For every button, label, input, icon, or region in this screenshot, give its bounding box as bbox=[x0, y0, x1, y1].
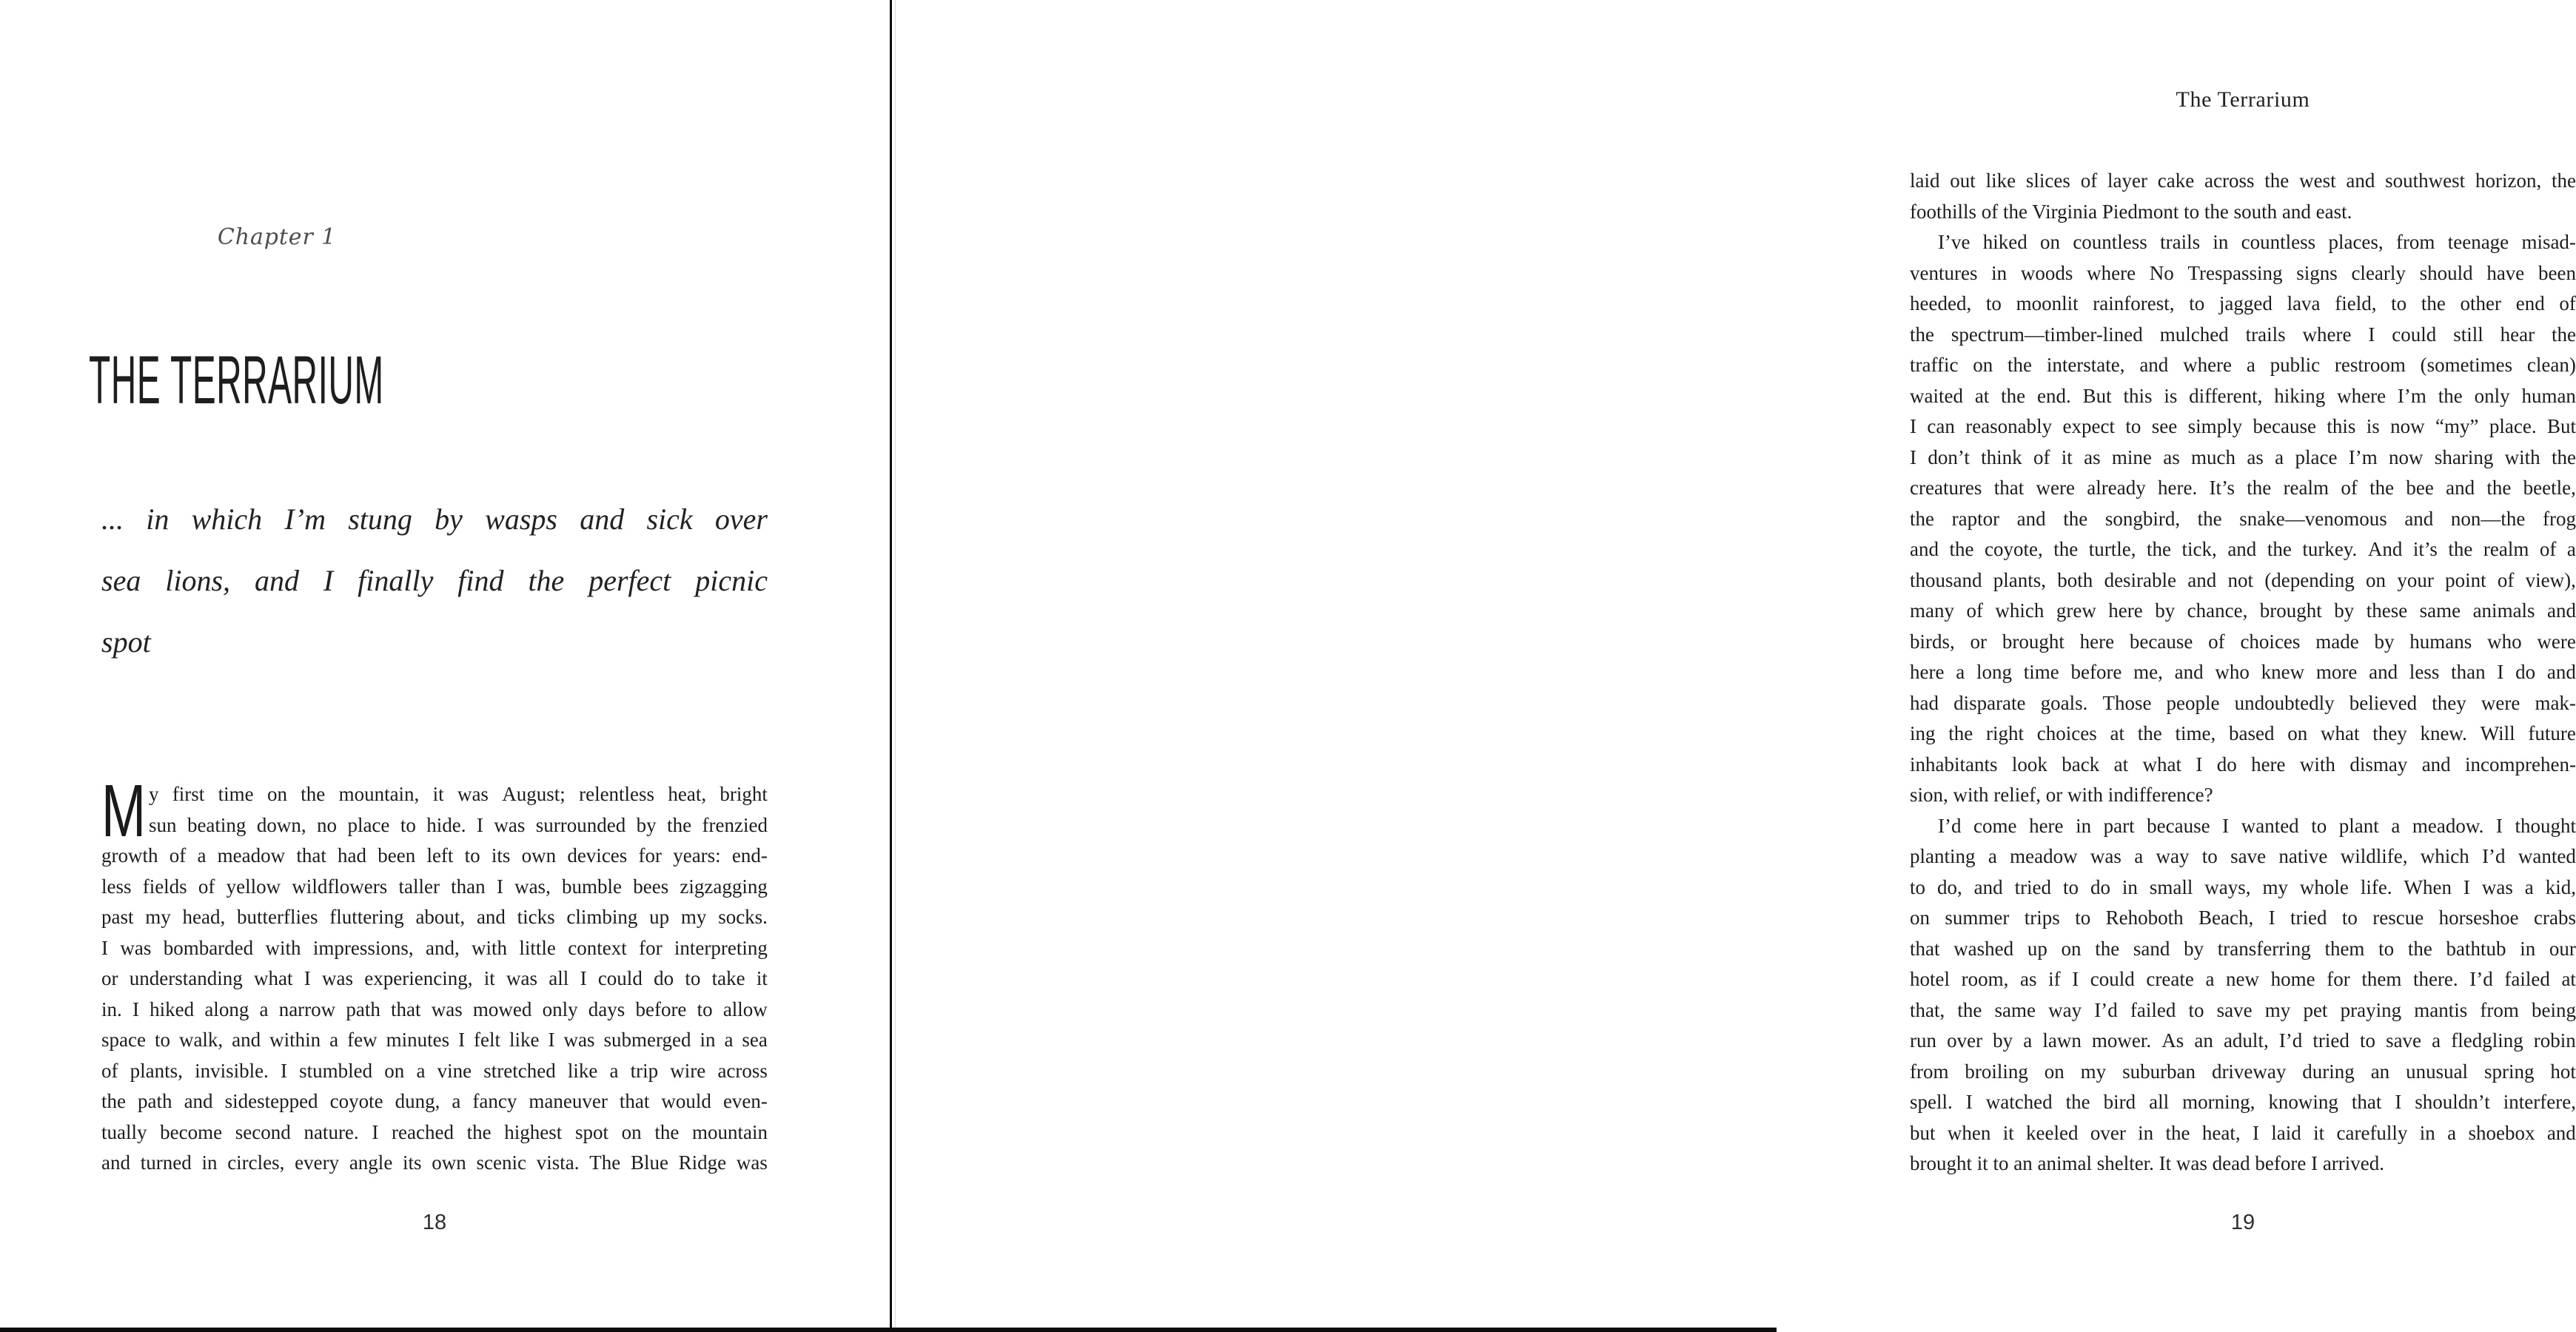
text-line: sun beating down, no place to hide. I was surrounded by the frenzied bbox=[149, 813, 768, 836]
text-line: had disparate goals. Those people undoubtedly believed they were mak- bbox=[1910, 691, 2576, 714]
text-line: here a long time before me, and who knew more and less than I do and bbox=[1910, 661, 2576, 683]
text-line: the raptor and the songbird, the snake—venomous and non—the frog bbox=[1910, 507, 2576, 530]
text-line: traffic on the interstate, and where a public restroom (sometimes clean) bbox=[1910, 354, 2576, 376]
text-line: space to walk, and within a few minutes I felt like I was submerged in a sea bbox=[101, 1029, 768, 1051]
text-line: or understanding what I was experiencing, it was all I could do to take it bbox=[101, 967, 768, 989]
text-line: I can reasonably expect to see simply because this is now “my” place. But bbox=[1910, 415, 2576, 437]
left-page-number: 18 bbox=[422, 1211, 447, 1234]
text-line: foothills of the Virginia Piedmont to the south and east. bbox=[1910, 200, 2352, 223]
chapter-title: THE TERRARIUM bbox=[89, 343, 384, 418]
text-line: brought it to an animal shelter. It was dead before I arrived. bbox=[1910, 1152, 2385, 1174]
left-body-text bbox=[101, 779, 768, 1179]
text-line: many of which grew here by chance, brought by these same animals and bbox=[1910, 599, 2576, 622]
page-gutter-divider bbox=[890, 0, 892, 1332]
text-line: spot bbox=[101, 625, 151, 659]
text-line: laid out like slices of layer cake across the west and southwest horizon, the bbox=[1910, 169, 2576, 192]
text-line: y first time on the mountain, it was August; relentless heat, bright bbox=[149, 783, 768, 805]
text-line: tually become second nature. I reached the highest spot on the mountain bbox=[101, 1120, 768, 1143]
text-line: waited at the end. But this is different, hiking where I’m the only human bbox=[1910, 384, 2576, 407]
text-line: spell. I watched the bird all morning, knowing that I shouldn’t interfere, bbox=[1910, 1091, 2576, 1113]
text-line: sea lions, and I finally find the perfect picnic bbox=[101, 564, 768, 597]
text-line: I was bombarded with impressions, and, with little context for interpreting bbox=[101, 936, 768, 959]
text-line: thousand plants, both desirable and not (depending on your point of view), bbox=[1910, 568, 2576, 591]
text-line: ing the right choices at the time, based on what they knew. Will future bbox=[1910, 722, 2576, 744]
text-line: heeded, to moonlit rainforest, to jagged lava field, to the other end of bbox=[1910, 292, 2576, 314]
text-line: planting a meadow was a way to save native wildlife, which I’d wanted bbox=[1910, 845, 2576, 867]
text-line: and the coyote, the turtle, the tick, and the turkey. And it’s the realm of a bbox=[1910, 538, 2576, 560]
running-header: The Terrarium bbox=[2176, 87, 2310, 112]
text-line: the path and sidestepped coyote dung, a fancy maneuver that would even- bbox=[101, 1090, 768, 1112]
text-line: I don’t think of it as mine as much as a place I’m now sharing with the bbox=[1910, 445, 2576, 468]
text-line: run over by a lawn mower. As an adult, I’d tried to save a fledgling robin bbox=[1910, 1029, 2576, 1052]
text-line: creatures that were already here. It’s the realm of the bee and the beetle, bbox=[1910, 477, 2576, 499]
text-line: to do, and tried to do in small ways, my whole life. When I was a kid, bbox=[1910, 875, 2576, 898]
text-line: of plants, invisible. I stumbled on a vine stretched like a trip wire across bbox=[101, 1059, 768, 1082]
left-page bbox=[0, 0, 888, 1332]
text-line: but when it keeled over in the heat, I laid it carefully in a shoebox and bbox=[1910, 1121, 2576, 1144]
page-gutter-shadow bbox=[895, 0, 896, 1332]
right-page bbox=[897, 0, 2576, 1332]
text-line: growth of a meadow that had been left to its own devices for years: end- bbox=[101, 844, 768, 867]
text-line: from broiling on my suburban driveway during an unusual spring hot bbox=[1910, 1060, 2576, 1083]
text-line: hotel room, as if I could create a new home for them there. I’d failed at bbox=[1910, 968, 2576, 990]
text-line: the spectrum—timber-lined mulched trails where I could still hear the bbox=[1910, 323, 2576, 346]
text-line: that washed up on the sand by transferring them to the bathtub in our bbox=[1910, 937, 2576, 960]
right-page-number: 19 bbox=[2230, 1211, 2255, 1234]
text-line: birds, or brought here because of choices made by humans who were bbox=[1910, 630, 2576, 653]
text-line: ... in which I’m stung by wasps and sick over bbox=[101, 502, 768, 536]
bottom-border bbox=[0, 1328, 1777, 1332]
text-line: in. I hiked along a narrow path that was mowed only days before to allow bbox=[101, 998, 768, 1020]
text-line: inhabitants look back at what I do here with dismay and incomprehen- bbox=[1910, 753, 2576, 776]
chapter-subtitle bbox=[101, 488, 768, 673]
right-body-text bbox=[1910, 166, 2576, 1180]
text-line: I’ve hiked on countless trails in countless places, from teenage misad- bbox=[1938, 231, 2576, 253]
text-line: sion, with relief, or with indifference? bbox=[1910, 784, 2213, 806]
text-line: less fields of yellow wildflowers taller than I was, bumble bees zigzagging bbox=[101, 875, 768, 898]
text-line: I’d come here in part because I wanted to plant a meadow. I thought bbox=[1938, 814, 2576, 837]
drop-cap: M bbox=[101, 770, 146, 852]
text-line: and turned in circles, every angle its own scenic vista. The Blue Ridge was bbox=[101, 1151, 768, 1174]
text-line: that, the same way I’d failed to save my pet praying mantis from being bbox=[1910, 998, 2576, 1021]
text-line: on summer trips to Rehoboth Beach, I tried to rescue horseshoe crabs bbox=[1910, 906, 2576, 929]
chapter-label: Chapter 1 bbox=[217, 224, 337, 250]
text-line: past my head, butterflies fluttering about, and ticks climbing up my socks. bbox=[101, 906, 768, 928]
text-line: ventures in woods where No Trespassing signs clearly should have been bbox=[1910, 261, 2576, 284]
